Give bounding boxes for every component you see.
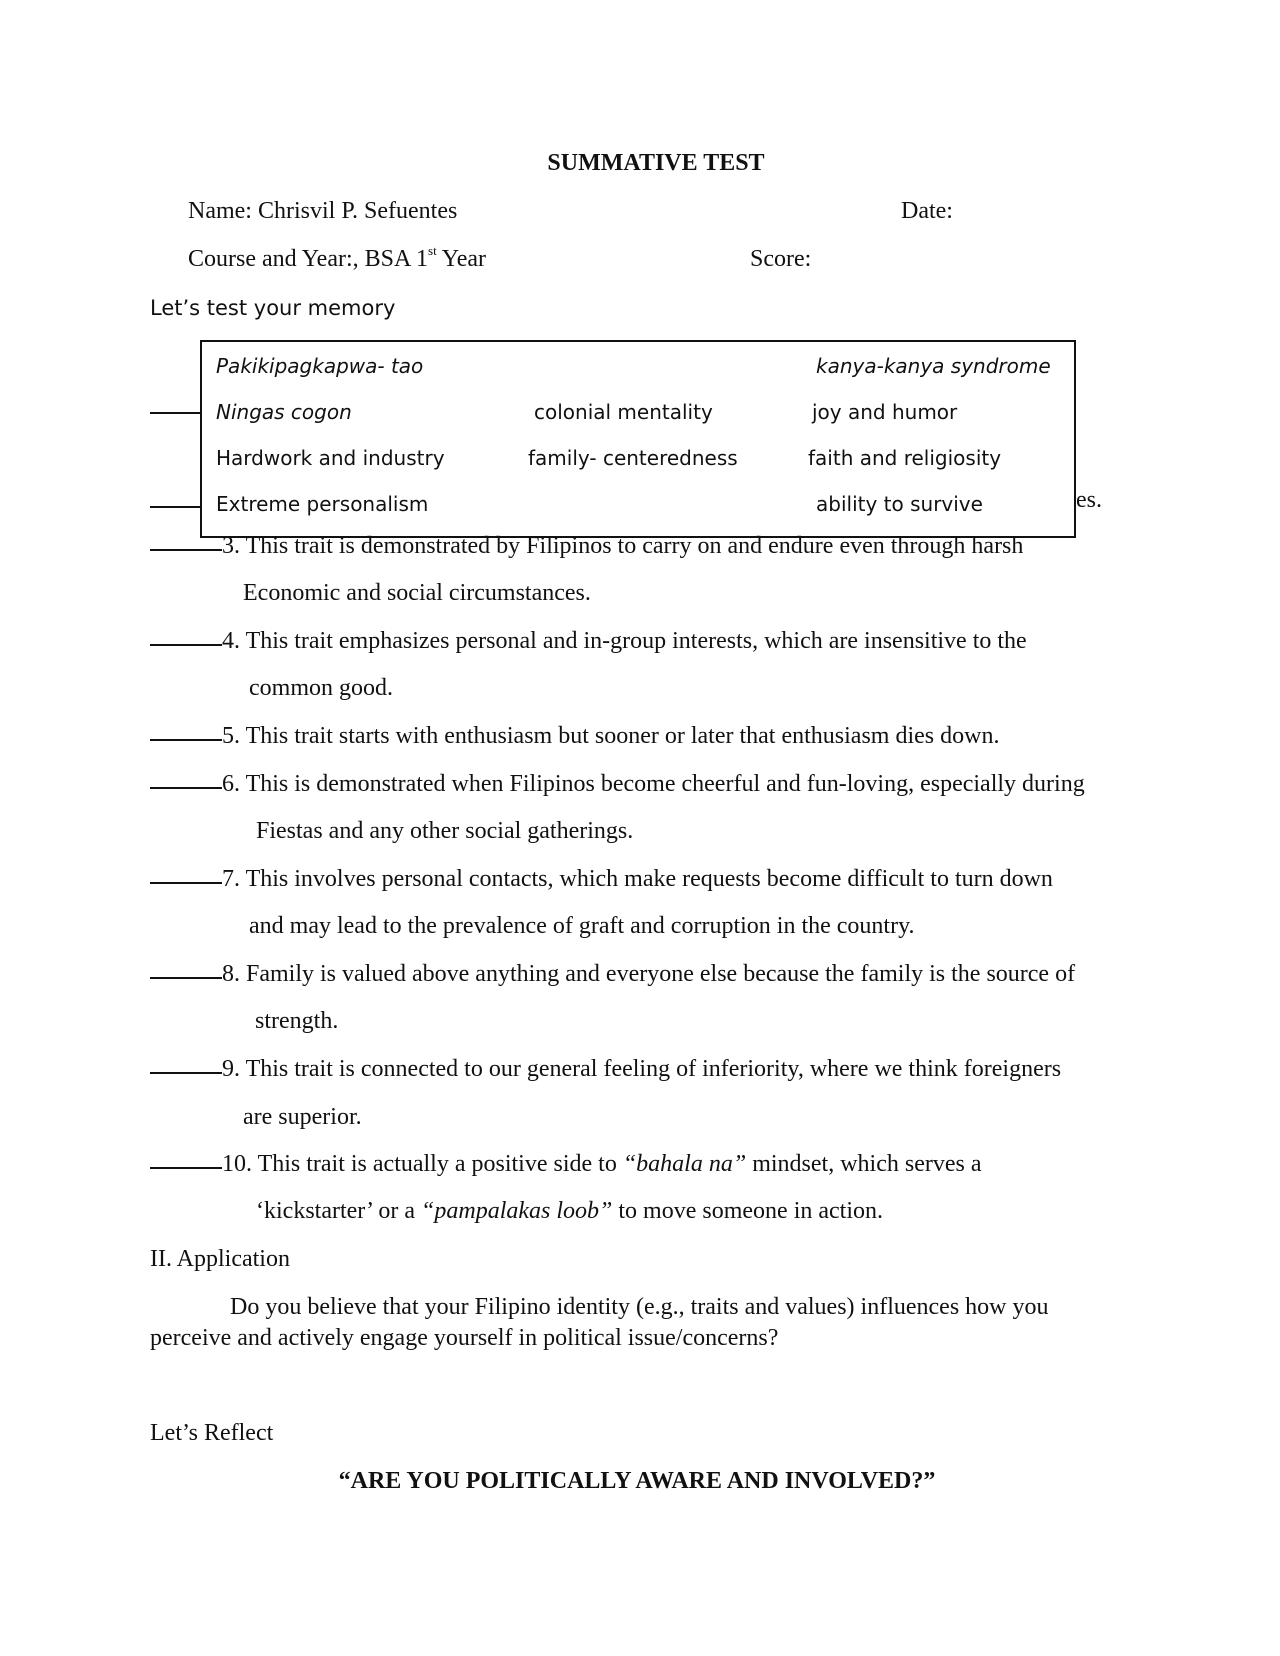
question-text: 10. This trait is actually a positive side to	[222, 1151, 623, 1177]
word-bank-item: Hardwork and industry	[216, 446, 445, 470]
question-emphasis: “bahala na”	[622, 1151, 747, 1177]
answer-blank[interactable]	[150, 1167, 222, 1169]
question-10-continued	[256, 1198, 883, 1225]
question-10	[150, 1151, 981, 1178]
question-8-continued: strength.	[255, 1008, 339, 1034]
hidden-question-tail: es.	[1076, 487, 1102, 513]
reflect-heading: Let’s Reflect	[150, 1420, 274, 1446]
course-year-superscript: st	[428, 243, 437, 258]
question-8	[150, 961, 1075, 988]
application-heading: II. Application	[150, 1246, 290, 1272]
question-text: ‘kickstarter’ or a	[256, 1198, 422, 1224]
intro-text: Let’s test your memory	[150, 296, 396, 320]
answer-blank[interactable]	[150, 549, 222, 551]
answer-blank[interactable]	[150, 977, 222, 979]
word-bank-item: colonial mentality	[534, 400, 713, 424]
word-bank-box	[200, 340, 1076, 538]
question-9-continued: are superior.	[243, 1104, 362, 1130]
course-year-suffix: Year	[436, 246, 487, 272]
question-text: mindset, which serves a	[746, 1151, 982, 1177]
word-bank-item: family- centeredness	[528, 446, 738, 470]
question-text: 8. Family is valued above anything and everyone else because the family is the source of	[222, 961, 1076, 987]
word-bank-item: Ningas cogon	[216, 400, 352, 424]
question-9	[150, 1056, 1061, 1083]
question-6	[150, 771, 1085, 798]
question-7	[150, 866, 1053, 893]
word-bank-item: joy and humor	[812, 400, 958, 424]
question-text: to move someone in action.	[612, 1198, 883, 1224]
date-field: Date:	[901, 198, 953, 224]
question-5	[150, 723, 999, 750]
question-text: 4. This trait emphasizes personal and in-group interests, which are insensitive to the	[222, 628, 1027, 654]
question-emphasis: “pampalakas loob”	[421, 1198, 613, 1224]
question-text: 6. This is demonstrated when Filipinos become cheerful and fun-loving, especially during	[222, 771, 1085, 797]
answer-blank[interactable]	[150, 882, 222, 884]
word-bank-item: Extreme personalism	[216, 492, 429, 516]
reflect-title: “ARE YOU POLITICALLY AWARE AND INVOLVED?”	[338, 1468, 936, 1494]
question-4-continued: common good.	[249, 675, 393, 701]
answer-blank[interactable]	[150, 787, 222, 789]
question-text: 3. This trait is demonstrated by Filipinos to carry on and endure even through harsh	[222, 533, 1024, 559]
question-text: 5. This trait starts with enthusiasm but sooner or later that enthusiasm dies down.	[222, 723, 1000, 749]
question-text: 7. This involves personal contacts, which make requests become difficult to turn down	[222, 866, 1053, 892]
word-bank-item: kanya-kanya syndrome	[816, 354, 1051, 378]
page-title: SUMMATIVE TEST	[547, 150, 765, 176]
answer-blank[interactable]	[150, 739, 222, 741]
course-year-text: Course and Year:, BSA 1	[188, 246, 429, 272]
question-6-continued: Fiestas and any other social gatherings.	[256, 818, 634, 844]
word-bank-item: faith and religiosity	[808, 446, 1002, 470]
question-4	[150, 628, 1027, 655]
application-question: Do you believe that your Filipino identity (e.g., traits and values) influences how you	[230, 1294, 1049, 1320]
question-text: 9. This trait is connected to our general feeling of inferiority, where we think foreigners	[222, 1056, 1062, 1082]
question-7-continued: and may lead to the prevalence of graft and corruption in the country.	[249, 913, 915, 939]
application-question-continued: perceive and actively engage yourself in political issue/concerns?	[150, 1325, 779, 1351]
word-bank-item: ability to survive	[816, 492, 983, 516]
question-3	[150, 533, 1023, 560]
word-bank-item: Pakikipagkapwa- tao	[216, 354, 424, 378]
question-3-continued: Economic and social circumstances.	[243, 580, 591, 606]
answer-blank[interactable]	[150, 644, 222, 646]
course-year-field	[188, 243, 487, 273]
score-field: Score:	[750, 246, 812, 272]
name-field: Name: Chrisvil P. Sefuentes	[188, 198, 458, 224]
answer-blank[interactable]	[150, 1072, 222, 1074]
